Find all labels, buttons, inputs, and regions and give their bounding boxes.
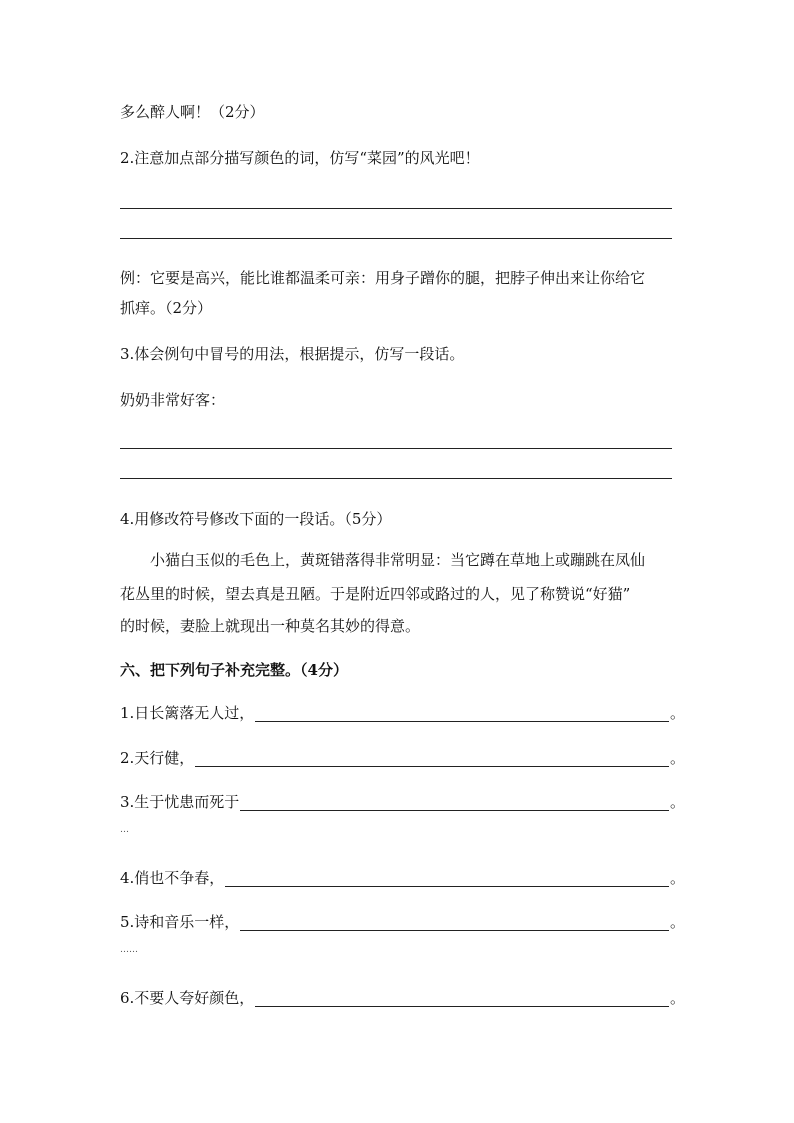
fill-item-end: 。 bbox=[669, 869, 685, 887]
question-3: 3.体会例句中冒号的用法，根据提示，仿写一段话。 bbox=[120, 345, 465, 363]
ellipsis-mark-2: …… bbox=[120, 945, 138, 955]
fill-blank[interactable] bbox=[195, 748, 669, 767]
question-2: 2.注意加点部分描写颜色的词，仿写“菜园”的风光吧！ bbox=[120, 149, 480, 167]
fill-blank[interactable] bbox=[240, 912, 669, 931]
fill-item-5[interactable] bbox=[120, 911, 685, 933]
fill-item-lead: 5.诗和音乐一样， bbox=[120, 913, 240, 931]
fill-item-lead: 6.不要人夸好颜色， bbox=[120, 989, 255, 1007]
fill-item-end: 。 bbox=[669, 704, 685, 722]
fill-item-lead: 3.生于忧患而死于 bbox=[120, 793, 240, 811]
passage-line-1: 小猫白玉似的毛色上，黄斑错落得非常明显：当它蹲在草地上或蹦跳在凤仙 bbox=[150, 551, 646, 569]
answer-line-q3-2[interactable] bbox=[120, 478, 672, 479]
answer-line-q2-2[interactable] bbox=[120, 238, 672, 239]
fill-item-end: 。 bbox=[669, 913, 685, 931]
fill-item-end: 。 bbox=[669, 989, 685, 1007]
fill-blank[interactable] bbox=[255, 703, 669, 722]
text-line-1: 多么醉人啊！（2分） bbox=[120, 103, 265, 121]
prompt-line: 奶奶非常好客： bbox=[120, 391, 226, 409]
fill-item-lead: 1.日长篱落无人过， bbox=[120, 704, 255, 722]
fill-blank[interactable] bbox=[240, 792, 669, 811]
example-line-1: 例：它要是高兴，能比谁都温柔可亲：用身子蹭你的腿，把脖子伸出来让你给它 bbox=[120, 269, 646, 287]
fill-item-4[interactable] bbox=[120, 867, 685, 889]
answer-line-q3-1[interactable] bbox=[120, 448, 672, 449]
fill-item-6[interactable] bbox=[120, 987, 685, 1009]
fill-item-1[interactable] bbox=[120, 702, 685, 724]
fill-item-3[interactable] bbox=[120, 791, 685, 813]
section-title: 六、把下列句子补充完整。（4分） bbox=[120, 661, 348, 679]
answer-line-q2-1[interactable] bbox=[120, 208, 672, 209]
ellipsis-mark-1: … bbox=[120, 825, 129, 835]
fill-item-end: 。 bbox=[669, 749, 685, 767]
fill-item-lead: 4.俏也不争春， bbox=[120, 869, 225, 887]
fill-blank[interactable] bbox=[225, 868, 669, 887]
fill-item-2[interactable] bbox=[120, 747, 685, 769]
passage-line-2: 花丛里的时候，望去真是丑陋。于是附近四邻或路过的人，见了称赞说“好猫” bbox=[120, 585, 631, 603]
fill-item-lead: 2.天行健， bbox=[120, 749, 195, 767]
example-line-2: 抓痒。（2分） bbox=[120, 299, 213, 317]
question-4: 4.用修改符号修改下面的一段话。（5分） bbox=[120, 510, 392, 528]
fill-item-end: 。 bbox=[669, 793, 685, 811]
fill-blank[interactable] bbox=[255, 988, 669, 1007]
passage-line-3: 的时候，妻脸上就现出一种莫名其妙的得意。 bbox=[120, 617, 421, 635]
